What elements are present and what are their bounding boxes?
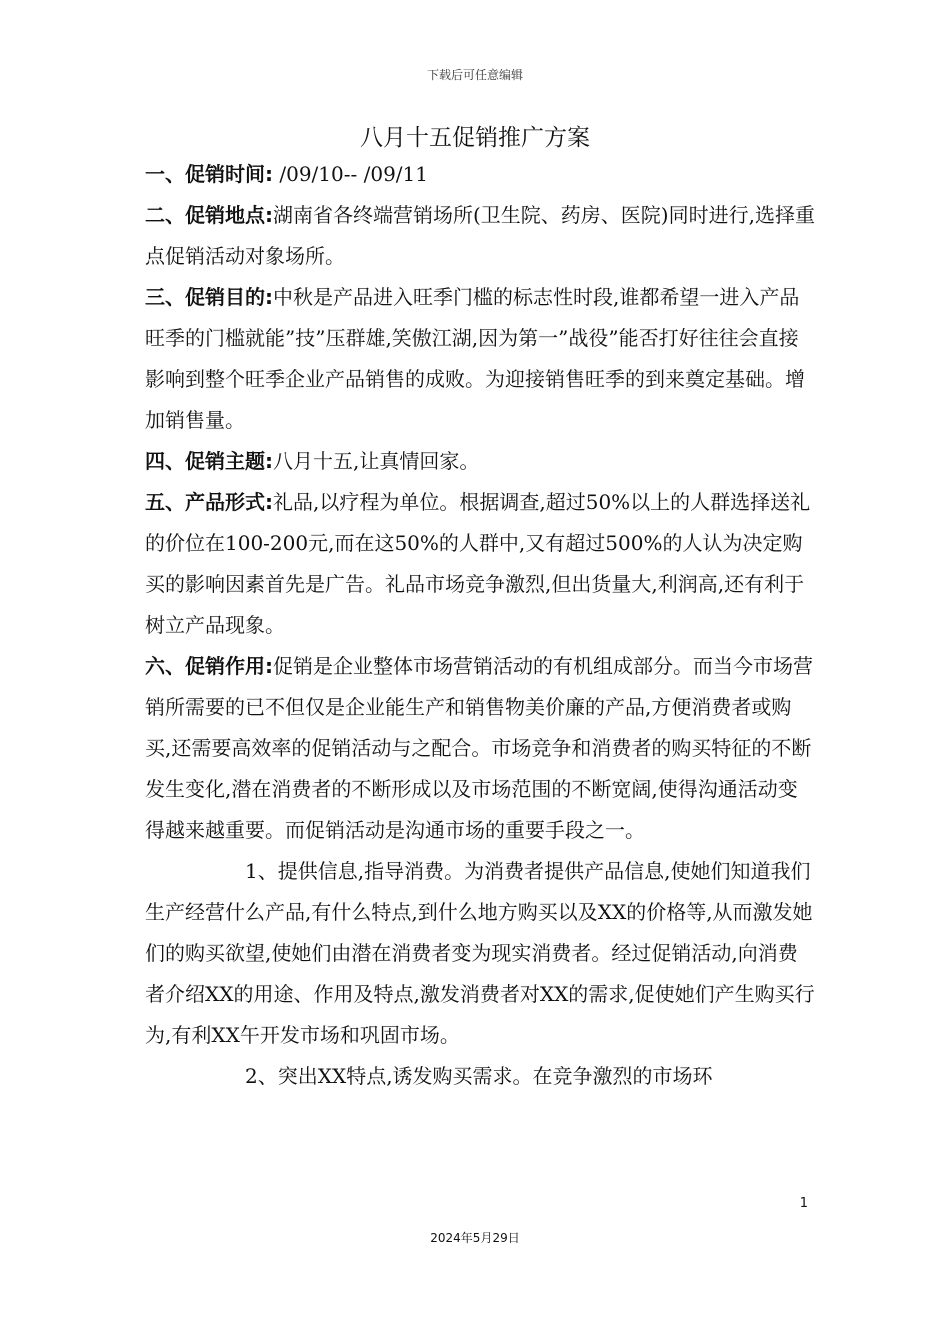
section-purpose bbox=[145, 277, 815, 441]
point-paragraph: 2、突出XX特点,诱发购买需求。在竞争激烈的市场环 bbox=[245, 1064, 713, 1088]
section-label: 六、促销作用: bbox=[145, 654, 273, 678]
section-time bbox=[145, 154, 815, 195]
footer-date: 2024年5月29日 bbox=[430, 1231, 520, 1245]
section-text: 促销是企业整体市场营销活动的有机组成部分。而当今市场营销所需要的已不但仅是企业能生产和销售物美价廉的产品,方便消费者或购买,还需要高效率的促销活动与之配合。市场竞争和消费者的购买特征的不断发生变化,潜在消费者的不断形成以及市场范围的不断宽阔,使得沟通活动变得越来越重要。而促销活动是沟通市场的重要手段之一。 bbox=[145, 654, 813, 842]
section-text: 湖南省各终端营销场所(卫生院、药房、医院)同时进行,选择重点促销活动对象场所。 bbox=[145, 203, 815, 268]
section-location bbox=[145, 195, 815, 277]
document-body bbox=[145, 154, 815, 1097]
section-text: 八月十五,让真情回家。 bbox=[273, 449, 480, 473]
header-note: 下载后可任意编辑 bbox=[426, 68, 523, 82]
section-label: 五、产品形式: bbox=[145, 490, 273, 514]
section-text: 礼品,以疗程为单位。根据调查,超过50%以上的人群选择送礼的价位在100-200元,而在这50%的人群中,又有超过500%的人认为决定购买的影响因素首先是广告。礼品市场竞争激烈,但出货量大,利润高,还有利于树立产品现象。 bbox=[145, 490, 811, 637]
section-label: 四、促销主题: bbox=[145, 449, 273, 473]
section-label: 三、促销目的: bbox=[145, 285, 273, 309]
section-text: /09/10-- /09/11 bbox=[273, 162, 428, 186]
section-effect bbox=[145, 646, 815, 851]
section-label: 一、促销时间: bbox=[145, 162, 273, 186]
point-paragraph: 1、提供信息,指导消费。为消费者提供产品信息,使她们知道我们生产经营什么产品,有什么特点,到什么地方购买以及XX的价格等,从而激发她们的购买欲望,使她们由潜在消费者变为现实消费者。经过促销活动,向消费者介绍XX的用途、作用及特点,激发消费者对XX的需求,促使她们产生购买行为,有利XX午开发市场和巩固市场。 bbox=[145, 859, 815, 1047]
section-product-form bbox=[145, 482, 815, 646]
section-text: 中秋是产品进入旺季门槛的标志性时段,谁都希望一进入产品旺季的门槛就能”技”压群雄,笑傲江湖,因为第一”战役”能否打好往往会直接影响到整个旺季企业产品销售的成败。为迎接销售旺季的到来奠定基础。增加销售量。 bbox=[145, 285, 805, 432]
section-label: 二、促销地点: bbox=[145, 203, 273, 227]
page-number: 1 bbox=[799, 1196, 808, 1211]
page-title: 八月十五促销推广方案 bbox=[360, 125, 590, 151]
section-theme bbox=[145, 441, 815, 482]
